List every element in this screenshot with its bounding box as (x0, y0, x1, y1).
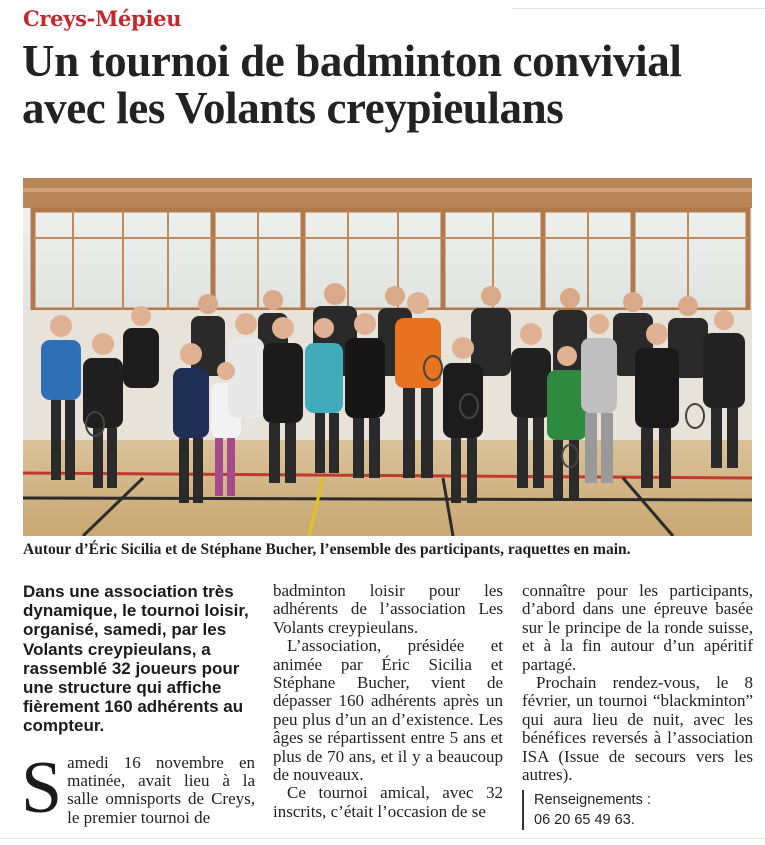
info-box (522, 790, 753, 830)
article-paragraph-2: L’association, présidée et animée par Éric Sicilia et Stéphane Bucher, vient de dépasser 160 adhérents après un peu plus d’un an d’existence. Les âges se répartissent entre 5 ans et plus de 70 ans, et il y a beaucoup de nouveaux. (273, 636, 503, 785)
article-paragraph-1-continued: badminton loisir pour les adhérents de l’association Les Volants creypieulans. (273, 581, 503, 637)
article-paragraph-3: Ce tournoi amical, avec 32 inscrits, c’était l’occasion de se (273, 783, 503, 821)
article-lead: Dans une association très dynamique, le tournoi loisir, organisé, samedi, par les Volants creypieulans, a rassemblé 32 joueurs pour une structure qui affiche fièrement 160 adhérents au compteur. (23, 582, 249, 736)
article-paragraph-4: Prochain rendez-vous, le 8 février, un tournoi “blackminton” qui aura lieu de nuit, avec les bénéfices reversés à l’association ISA (Issue de secours vers les autres). (522, 673, 753, 785)
locality-label: Creys-Mépieu (23, 6, 182, 31)
article-column-1 (23, 582, 255, 827)
photo-caption: Autour d’Éric Sicilia et de Stéphane Bucher, l’ensemble des participants, raquettes en main. (23, 541, 631, 558)
article-headline: Un tournoi de badminton convivial avec les Volants creypieulans (22, 36, 682, 133)
paragraph-1-text: amedi 16 novembre en matinée, avait lieu à la salle omnisports de Creys, le premier tournoi de (67, 752, 255, 827)
article-paragraph-3-continued: connaître pour les participants, d’abord dans une épreuve basée sur le principe de la ronde suisse, et à la fin autour d’un apéritif partagé. (522, 581, 753, 674)
article-column-3 (522, 582, 753, 830)
article-column-2 (273, 582, 503, 821)
top-rule (512, 8, 765, 9)
drop-cap: S (21, 746, 63, 829)
article-photo (23, 178, 752, 536)
info-label: Renseignements : (534, 792, 651, 809)
bottom-rule (0, 838, 765, 839)
info-phone: 06 20 65 49 63. (534, 812, 635, 829)
article-paragraph-1 (21, 746, 255, 829)
